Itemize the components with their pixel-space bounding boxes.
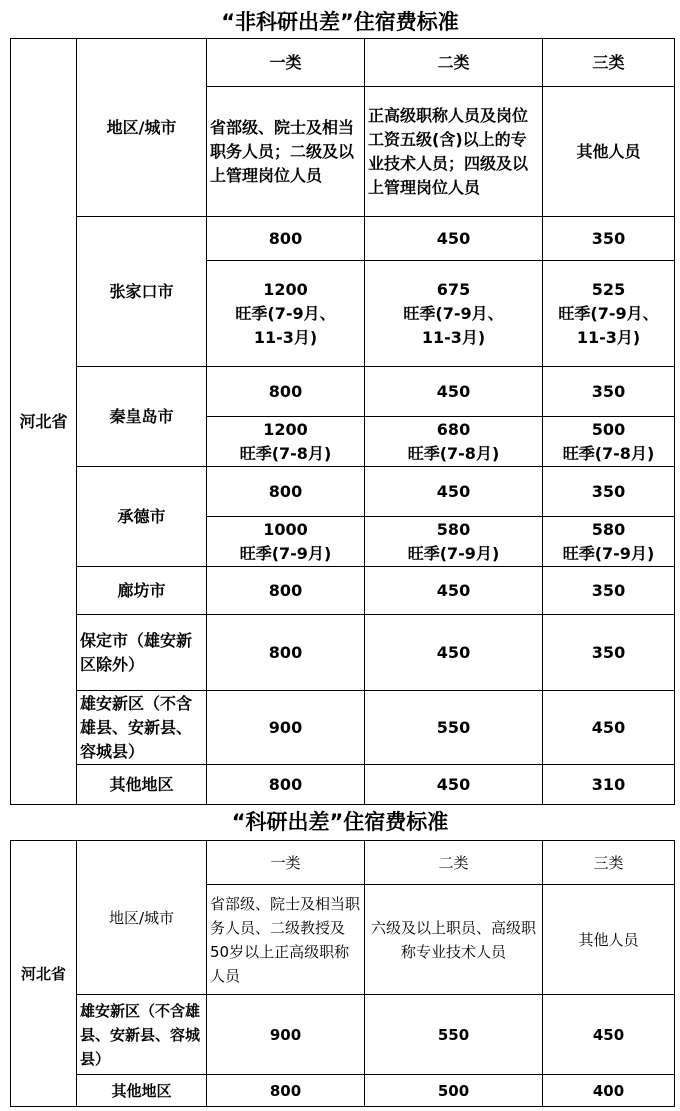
city-name: 保定市（雄安新区除外） <box>77 615 207 691</box>
rate-cell: 450 <box>365 765 543 805</box>
rate-cell: 400 <box>543 1075 675 1107</box>
research-lodging-table <box>10 840 675 1107</box>
region-header: 地区/城市 <box>77 39 207 217</box>
class-desc-2: 正高级职称人员及岗位工资五级(含)以上的专业技术人员；四级及以上管理岗位人员 <box>365 87 543 217</box>
class-header-1: 一类 <box>207 841 365 885</box>
peak-rate-cell: 1200 旺季(7-9月、 11-3月) <box>207 261 365 367</box>
rate-cell: 310 <box>543 765 675 805</box>
rate-cell: 450 <box>365 367 543 417</box>
peak-rate-cell: 1200 旺季(7-8月) <box>207 417 365 467</box>
rate-cell: 550 <box>365 995 543 1075</box>
class-desc-1: 省部级、院士及相当职务人员、二级教授及50岁以上正高级职称人员 <box>207 885 365 995</box>
peak-rate-cell: 675 旺季(7-9月、 11-3月) <box>365 261 543 367</box>
city-name: 其他地区 <box>77 1075 207 1107</box>
rate-cell: 350 <box>543 567 675 615</box>
rate-cell: 350 <box>543 367 675 417</box>
rate-cell: 800 <box>207 367 365 417</box>
peak-rate-cell: 1000 旺季(7-9月) <box>207 517 365 567</box>
rate-cell: 800 <box>207 567 365 615</box>
rate-cell: 550 <box>365 691 543 765</box>
table2-title: “科研出差”住宿费标准 <box>0 808 680 838</box>
city-name: 秦皇岛市 <box>77 367 207 467</box>
rate-cell: 450 <box>365 217 543 261</box>
peak-rate-cell: 580 旺季(7-9月) <box>365 517 543 567</box>
rate-cell: 500 <box>365 1075 543 1107</box>
rate-cell: 450 <box>365 467 543 517</box>
table1-title: “非科研出差”住宿费标准 <box>221 10 459 34</box>
region-header: 地区/城市 <box>77 841 207 995</box>
class-desc-2: 六级及以上职员、高级职称专业技术人员 <box>365 885 543 995</box>
class-header-2: 二类 <box>365 841 543 885</box>
rate-cell: 350 <box>543 467 675 517</box>
rate-cell: 800 <box>207 615 365 691</box>
non-research-lodging-table <box>10 38 675 805</box>
rate-cell: 900 <box>207 995 365 1075</box>
rate-cell: 800 <box>207 765 365 805</box>
rate-cell: 800 <box>207 1075 365 1107</box>
class-header-1: 一类 <box>207 39 365 87</box>
city-name: 雄安新区（不含雄县、安新县、容城县） <box>77 995 207 1075</box>
city-name: 其他地区 <box>77 765 207 805</box>
city-name: 张家口市 <box>77 217 207 367</box>
rate-cell: 350 <box>543 217 675 261</box>
rate-cell: 450 <box>543 995 675 1075</box>
class-header-2: 二类 <box>365 39 543 87</box>
class-desc-3: 其他人员 <box>543 87 675 217</box>
class-desc-1: 省部级、院士及相当职务人员；二级及以上管理岗位人员 <box>207 87 365 217</box>
rate-cell: 450 <box>365 615 543 691</box>
class-header-3: 三类 <box>543 841 675 885</box>
city-name: 廊坊市 <box>77 567 207 615</box>
peak-rate-cell: 680 旺季(7-8月) <box>365 417 543 467</box>
rate-cell: 800 <box>207 217 365 261</box>
peak-rate-cell: 580 旺季(7-9月) <box>543 517 675 567</box>
rate-cell: 900 <box>207 691 365 765</box>
rate-cell: 450 <box>543 691 675 765</box>
peak-rate-cell: 525 旺季(7-9月、 11-3月) <box>543 261 675 367</box>
class-desc-3: 其他人员 <box>543 885 675 995</box>
peak-rate-cell: 500 旺季(7-8月) <box>543 417 675 467</box>
province-cell: 河北省 <box>11 39 77 805</box>
class-header-3: 三类 <box>543 39 675 87</box>
rate-cell: 800 <box>207 467 365 517</box>
rate-cell: 350 <box>543 615 675 691</box>
city-name: 承德市 <box>77 467 207 567</box>
province-cell: 河北省 <box>11 841 77 1107</box>
city-name: 雄安新区（不含雄县、安新县、容城县） <box>77 691 207 765</box>
rate-cell: 450 <box>365 567 543 615</box>
